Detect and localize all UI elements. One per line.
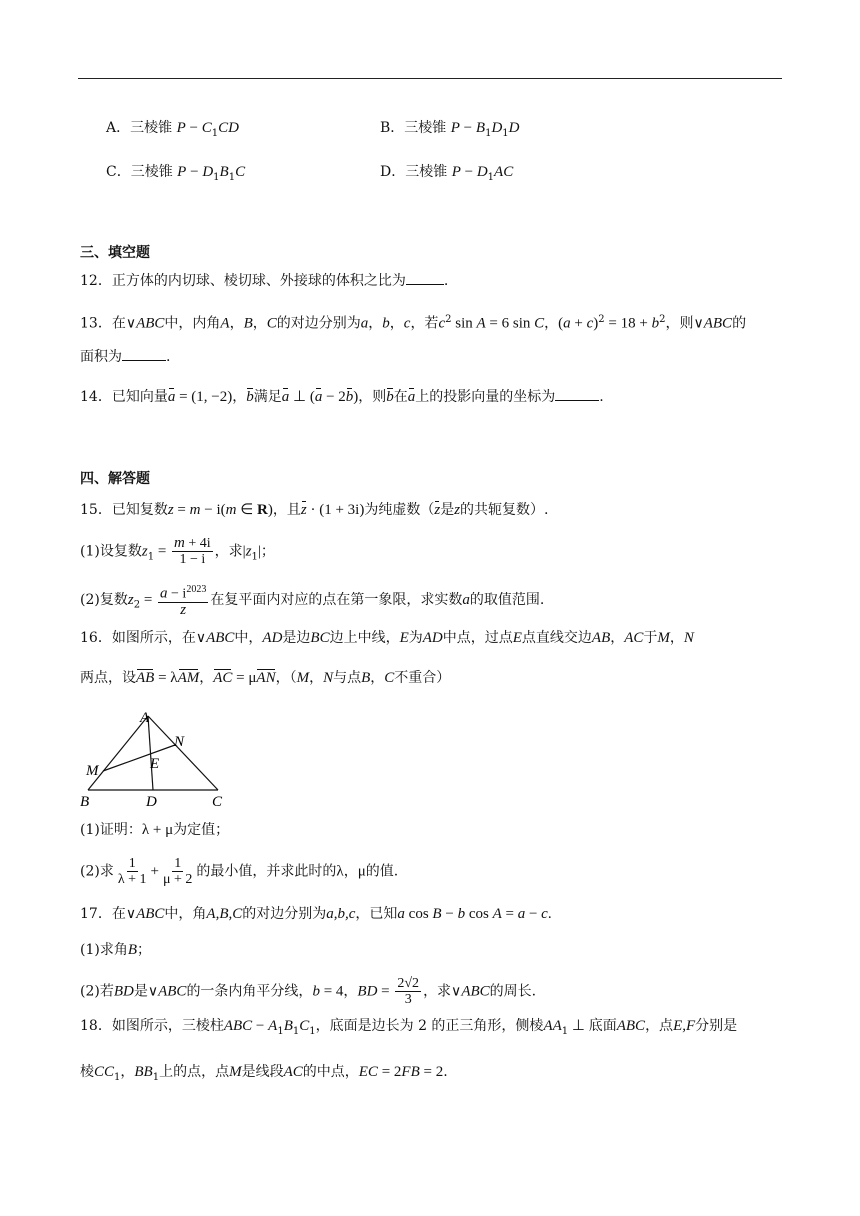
question-18-line2: 棱$CC_1$，$BB_1$上的点，点M是线段AC的中点，EC = 2FB = 2. [80,1064,448,1083]
question-17: 17．在∨ABC中，角A,B,C的对边分别为a,b,c，已知a cos B − b cos A = a − c. [80,906,552,922]
choice-c: C．三棱锥 $P - D_1B_1C$ [106,164,246,183]
label-b: B [80,794,90,810]
question-16-part1: (1)证明：λ + μ为定值； [80,822,230,838]
question-15: 15．已知复数z = m − i(m ∈ R)，且z · (1 + 3i)为纯虚数（z是z的共轭复数）. [80,502,549,518]
question-16-part2: (2)求 $\frac{1}{\lambda + 1}$ + $\frac{1}{\mu + 2}$ 的最小值，并求此时的λ，μ的值. [80,856,399,887]
label-n: N [174,734,185,750]
section-title-fill-blank: 三、填空题 [80,245,150,261]
label-c: C [212,794,223,810]
label-a: A [140,710,150,726]
label-m: M [86,763,99,779]
label-d: D [146,794,157,810]
question-16-line2: 两点，设AB = λAM，AC = μAN，（M，N与点B，C不重合） [80,670,451,686]
side-ac [148,716,218,790]
question-18-line1: 18．如图所示，三棱柱ABC − $A_1B_1C_1$，底面是边长为 2 的正三角形，侧棱$AA_1$ ⊥ 底面ABC，点E,F分别是 [80,1018,738,1037]
triangle-figure [78,702,238,810]
question-13-line2: 面积为 . [80,346,170,367]
choice-b: B．三棱锥 $P - B_1D_1D$ [380,120,520,139]
question-14: 14．已知向量a = (1, −2)，b满足a ⊥ (a − 2b)，则b在a上的投影向量的坐标为 . [80,386,604,407]
choice-a: A．三棱锥 $P - C_1CD$ [106,120,239,139]
question-12: 12．正方体的内切球、棱切球、外接球的体积之比为 . [80,270,448,291]
question-15-part1: (1)设复数$z_1$ = $\frac{m + 4i}{1 - i}$ ，求$|z_1|$； [80,535,275,567]
choice-d: D．三棱锥 $P - D_1AC$ [380,164,514,183]
question-16-line1: 16．如图所示，在∨ABC中，AD是边BC边上中线，E为AD中点，过点E点直线交边AB，AC于M，N [80,630,694,646]
question-13-line1: 13．在∨ABC中，内角A，B，C的对边分别为a，b，c，若$c^2$ sin A = 6 sin C，$(a + c)^2 = 18 + b^2$，则∨ABC的 [80,314,747,332]
question-17-part2: (2)若BD是∨ABC的一条内角平分线，b = 4，BD = $\frac{2√2}{3}$ ，求∨ABC的周长. [80,976,537,1007]
header-rule [78,78,782,79]
question-17-part1: (1)求角B； [80,942,152,958]
question-15-part2: (2)复数$z_2$ = $\frac{a - i^{2023}}{z}$ 在复平面内对应的点在第一象限，求实数a的取值范围. [80,584,545,618]
label-e: E [150,756,160,772]
section-title-solve: 四、解答题 [80,471,150,487]
